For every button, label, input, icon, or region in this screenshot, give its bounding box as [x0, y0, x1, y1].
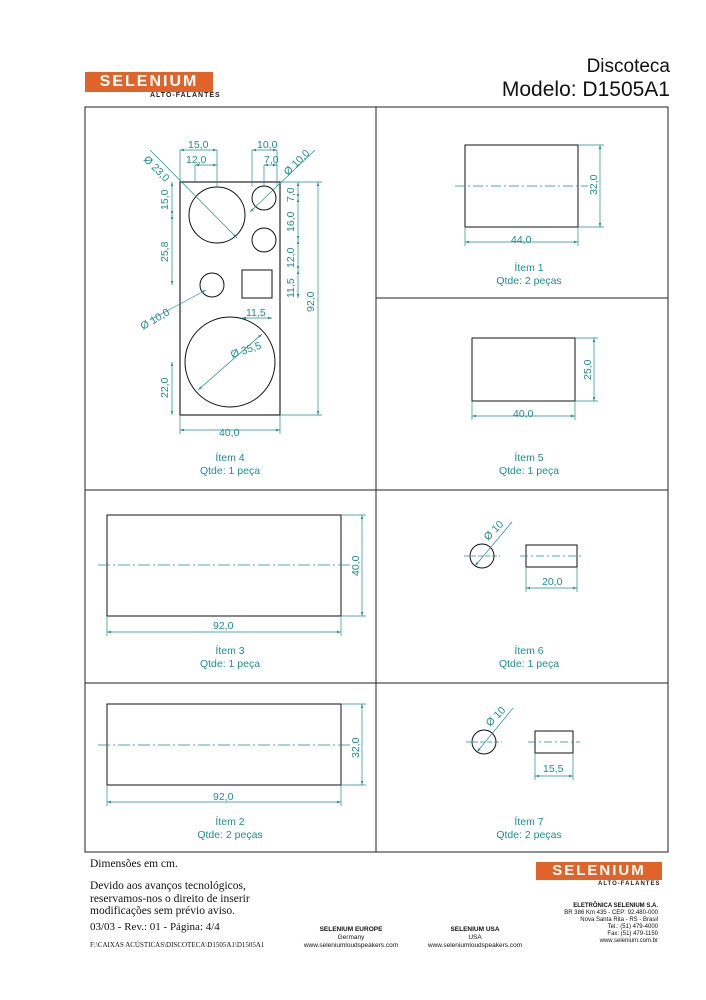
item4-square-hole: [242, 270, 272, 298]
item2-panel: [98, 704, 366, 806]
item4-panel: [139, 139, 323, 439]
usa-url[interactable]: www.seleniumloudspeakers.com: [427, 942, 523, 949]
item4-name: Ítem 4: [215, 452, 245, 464]
item6-panel: [464, 518, 584, 592]
item6-qty: Qtde: 1 peça: [498, 658, 560, 670]
item4-dim-d23: Ø 23,0: [140, 153, 172, 185]
item4-dim-width: 40,0: [219, 427, 240, 439]
item4-qty: Qtde: 1 peça: [199, 465, 261, 477]
item5-width: 40,0: [513, 408, 534, 420]
item7-panel: [466, 704, 580, 780]
item4-dim-v11: 11,5: [285, 278, 297, 298]
item6-name: Ítem 6: [514, 645, 544, 657]
item4-dim-d10-left: Ø 10,0: [138, 306, 172, 333]
item5-outline: [472, 338, 575, 401]
item6-width: 20,0: [542, 576, 563, 588]
item1-qty: Qtde: 2 peças: [496, 275, 562, 287]
item5-height: 25,0: [582, 359, 594, 380]
logo-subtitle-bottom: ALTO-FALANTES: [598, 881, 661, 887]
company-fax: Fax: (51) 479-1150: [607, 931, 658, 937]
item1-panel: [455, 145, 604, 246]
item4-dim-h15: 15,0: [159, 189, 171, 210]
item5-caption: [429, 452, 629, 478]
logo-subtitle-top: ALTO-FALANTES: [150, 92, 221, 99]
item3-panel: [98, 515, 366, 636]
disclaimer-line2: reservamos-nos o direito de inserir: [90, 892, 250, 905]
item1-caption: [429, 262, 629, 288]
selenium-logo-top: SELENIUM: [85, 72, 213, 92]
usa-country: USA: [468, 934, 482, 941]
item4-dim-small-inner: 7,0: [264, 154, 279, 166]
item2-width: 92,0: [213, 791, 234, 803]
item1-height: 32,0: [588, 174, 600, 195]
item4-hole-10b: [252, 228, 276, 252]
item4-dim-v7: 7,0: [285, 187, 297, 202]
item7-qty: Qtde: 2 peças: [496, 829, 562, 841]
item4-dim-top-w: 15,0: [188, 139, 209, 151]
selenium-logo-bottom: SELENIUM: [536, 862, 662, 880]
company-name: ELETRÔNICA SELENIUM S.A.: [573, 903, 658, 909]
item4-dim-square: 11,5: [246, 307, 266, 319]
item4-dim-v12: 12,0: [285, 247, 297, 268]
item7-caption: [429, 816, 629, 842]
item3-qty: Qtde: 1 peça: [199, 658, 261, 670]
item3-height: 40,0: [350, 555, 362, 576]
item3-outline: [107, 515, 341, 616]
company-contact: [564, 903, 658, 945]
item5-qty: Qtde: 1 peça: [498, 465, 560, 477]
usa-contact: [420, 926, 530, 950]
item5-name: Ítem 5: [514, 452, 544, 464]
item4-dim-d10-top: Ø 10,0: [281, 147, 313, 179]
item7-name: Ítem 7: [514, 816, 544, 828]
page-title: Discoteca: [586, 56, 670, 77]
europe-name: SELENIUM EUROPE: [319, 926, 383, 933]
disclaimer: [90, 880, 250, 918]
item2-caption: [130, 816, 330, 842]
company-tel: Tel.: (51) 479-4000: [607, 924, 658, 930]
item4-dim-v16: 16,0: [285, 211, 297, 232]
item7-diameter: Ø 10: [483, 704, 509, 730]
item1-name: Ítem 1: [514, 262, 544, 274]
item4-dim-d35: Ø 35,5: [229, 339, 263, 361]
item7-width: 15,5: [543, 763, 564, 775]
disclaimer-line3: modificações sem prévio aviso.: [90, 905, 235, 917]
file-path: F:\CAIXAS ACÚSTICAS\DISCOTECA\D1505A1\D1505A1: [90, 941, 265, 949]
item2-outline: [107, 704, 341, 785]
units-note: Dimensões em cm.: [90, 858, 178, 870]
item4-dim-total-h: 92,0: [305, 291, 317, 312]
item4-dim-h22: 22,0: [159, 377, 171, 398]
item2-name: Ítem 2: [215, 816, 245, 828]
item1-width: 44,0: [511, 234, 532, 246]
item4-hole-10c: [200, 273, 224, 297]
item4-dim-small-w: 10,0: [257, 139, 278, 151]
item4-hole-23: [189, 187, 245, 243]
europe-contact: [296, 926, 406, 950]
item4-dim-inner-w: 12,0: [186, 154, 207, 166]
europe-country: Germany: [337, 934, 365, 941]
item5-panel: [472, 338, 598, 420]
company-addr2: Nova Santa Rita - RS - Brasil: [580, 917, 658, 923]
item4-dim-h25: 25,8: [159, 241, 171, 262]
item4-caption: [130, 452, 330, 478]
company-addr1: BR 386 Km 435 - CEP: 92.480-000: [564, 910, 658, 916]
item3-width: 92,0: [213, 620, 234, 632]
item3-caption: [130, 645, 330, 671]
item2-qty: Qtde: 2 peças: [197, 829, 263, 841]
company-site[interactable]: www.selenium.com.br: [599, 938, 658, 944]
revision-info: 03/03 - Rev.: 01 - Página: 4/4: [90, 921, 220, 933]
item6-diameter: Ø 10: [481, 518, 507, 544]
europe-url[interactable]: www.seleniumloudspeakers.com: [303, 942, 399, 949]
item2-height: 32,0: [350, 737, 362, 758]
item3-name: Ítem 3: [215, 645, 245, 657]
model-title: Modelo: D1505A1: [501, 78, 670, 101]
disclaimer-line1: Devido aos avanços tecnológicos,: [90, 880, 246, 892]
item6-caption: [429, 645, 629, 671]
usa-name: SELENIUM USA: [450, 926, 500, 933]
